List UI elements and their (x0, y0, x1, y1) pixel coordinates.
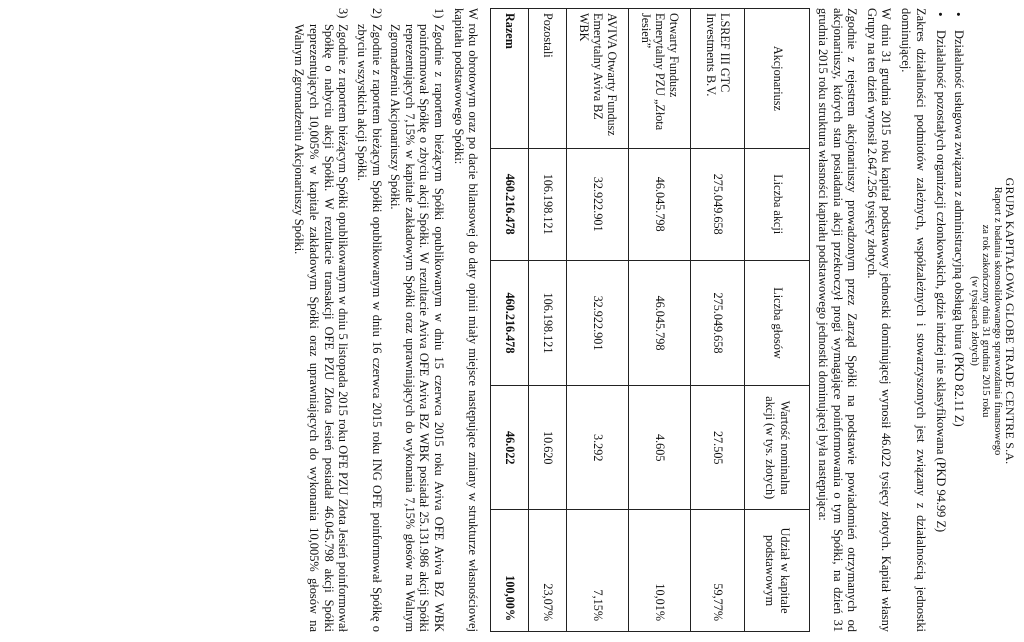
col-header-shareholder: Akcjonariusz (745, 9, 810, 149)
table-row (529, 9, 567, 632)
cell-votes: 275.049.658 (691, 260, 745, 386)
list-item (292, 8, 351, 632)
cell-votes: 46.045.798 (629, 260, 691, 386)
list-item (354, 8, 384, 632)
report-period: za rok zakończony dnia 31 grudnia 2015 roku (980, 224, 992, 418)
activity-item: • Działalność usługowa związana z administracyjną obsługą biura (PKD 82.11 Z) (951, 24, 966, 632)
activity-list (934, 8, 966, 632)
col-header-stake: Udział w kapitale podstawowym (745, 510, 810, 632)
list-item-number: 3) (336, 8, 351, 19)
list-item-text: Zgodnie z raportem bieżącym Spółki opublikowanym w dniu 16 czerwca 2015 roku ING OFE poinformował Spółkę o zbyciu wszystkich akcji Spółki. (355, 24, 384, 632)
col-header-nominal: Wartość nominalna akcji (w tys. złotych) (745, 386, 810, 510)
cell-stake: 100,00% (491, 510, 529, 632)
cell-nominal: 4.605 (629, 386, 691, 510)
report-units: (w tysiącach złotych) (968, 276, 980, 366)
cell-stake: 7,15% (567, 510, 629, 632)
shareholder-table (490, 8, 810, 632)
cell-stake: 23,07% (529, 510, 567, 632)
cell-shareholder: AVIVA Otwarty Fundusz Emerytalny Aviva BZ WBK (567, 9, 629, 149)
list-item-text: Zgodnie z raportem bieżącym Spółki opublikowanym w dniu 5 listopada 2015 roku OFE PZU Złota Jesień poinformował Spółkę o nabyciu akcji Spółki. W rezultacie transakcji OFE PZU Złota Jesień posiadał 46.045.798 akcji Spółki reprezentujących 10,005% w kapitale zakładowym Spółki oraz uprawniających do wykonania 10,005% głosów na Walnym Zgromadzeniu Akcjonariuszy Spółki. (292, 24, 351, 632)
scope-paragraph: Zakres działalności podmiotów zależnych, współzależnych i stowarzyszonych jest związany z działalnością jednostki dominującej. (899, 8, 928, 632)
cell-shareholder: LSREF III GTC Investments B.V. (691, 9, 745, 149)
activity-item: • Działalność pozostałych organizacji członkowskich, gdzie indziej nie sklasyfikowana (PKD 94.99 Z) (934, 24, 949, 632)
table-header-row (745, 9, 810, 632)
document-body (288, 8, 966, 632)
cell-shareholder: Otwarty Fundusz Emerytalny PZU „Złota Jesień” (629, 9, 691, 149)
col-header-votes: Liczba głosów (745, 260, 810, 386)
cell-nominal: 46.022 (491, 386, 529, 510)
cell-shareholder: Pozostali (529, 9, 567, 149)
table-row (691, 9, 745, 632)
list-item-number: 1) (432, 8, 447, 19)
cell-shareholder: Razem (491, 9, 529, 149)
table-row (629, 9, 691, 632)
cell-shares: 46.045.798 (629, 148, 691, 260)
cell-votes: 460.216.478 (491, 260, 529, 386)
cell-shares: 460.216.478 (491, 148, 529, 260)
cell-votes: 32.922.901 (567, 260, 629, 386)
capital-paragraph: W dniu 31 grudnia 2015 roku kapitał podstawowy jednostki dominującej wynosił 46.022 tysięcy złotych. Kapitał własny Grupy na ten dzień wynosił 2.647.256 tysięcy złotych. (864, 8, 894, 632)
report-subtitle: Raport z badania skonsolidowanego sprawozdania finansowego (991, 186, 1003, 456)
changes-intro-paragraph: W roku obrotowym oraz po dacie bilansowej do daty opinii miały miejsce następujące zmiany w strukturze własnościowej kapitału podstawowego Spółki: (451, 8, 481, 632)
table-total-row (491, 9, 529, 632)
cell-shares: 32.922.901 (567, 148, 629, 260)
cell-votes: 106.198.121 (529, 260, 567, 386)
cell-nominal: 3.292 (567, 386, 629, 510)
report-header (968, 0, 1016, 642)
list-item-number: 2) (369, 8, 384, 19)
list-item (388, 8, 447, 632)
cell-stake: 10,01% (629, 510, 691, 632)
cell-stake: 59,77% (691, 510, 745, 632)
cell-nominal: 27.505 (691, 386, 745, 510)
list-item-text: Zgodnie z raportem bieżącym Spółki opublikowanym w dniu 15 czerwca 2015 roku Aviva OFE Aviva BZ WBK poinformował Spółkę o zbyciu akcji Spółki. W rezultacie Aviva OFE Aviva BZ WBK posiadał 25.131.986 akcji Spółki reprezentujących 7,15% w kapitale zakładowym Spółki oraz uprawniających do wykonania 7,15% głosów na Walnym Zgromadzeniu Akcjonariuszy Spółki. (388, 24, 447, 632)
ownership-changes-list (292, 8, 446, 632)
cell-nominal: 10.620 (529, 386, 567, 510)
cell-shares: 275.049.658 (691, 148, 745, 260)
table-row (567, 9, 629, 632)
register-paragraph: Zgodnie z rejestrem akcjonariuszy prowadzonym przez Zarząd Spółki na podstawie powiadomień otrzymanych od akcjonariuszy, których stan posiadania akcji przekroczył progi wymagające poinformowania o tym Spółki, na dzień 31 grudnia 2015 roku struktura własności kapitału podstawowego jednostki dominującej była następująca: (816, 8, 860, 632)
col-header-shares: Liczba akcji (745, 148, 810, 260)
cell-shares: 106.198.121 (529, 148, 567, 260)
company-name: GRUPA KAPITAŁOWA GLOBE TRADE CENTRE S.A. (1003, 177, 1017, 465)
